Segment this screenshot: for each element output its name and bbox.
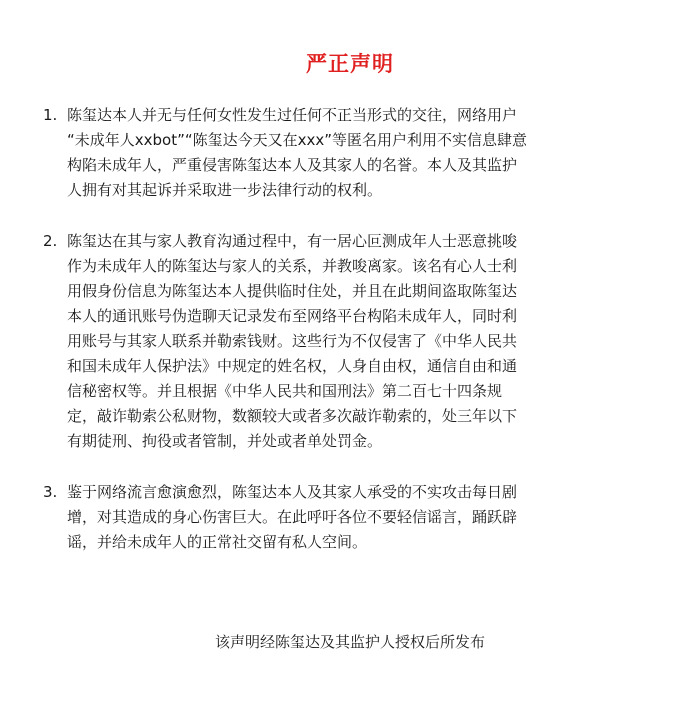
statement-item-3 — [43, 480, 663, 555]
item-body — [67, 480, 663, 555]
item-line: 有期徒刑、拘役或者管制，并处或者单处罚金。 — [67, 432, 383, 450]
item-line: 谣，并给未成年人的正常社交留有私人空间。 — [67, 533, 368, 551]
item-line: 用账号与其家人联系并勒索钱财。这些行为不仅侵害了《中华人民共 — [67, 332, 518, 350]
statement-item-1 — [43, 103, 663, 203]
item-line: 用假身份信息为陈玺达本人提供临时住处，并且在此期间盗取陈玺达 — [67, 282, 518, 300]
item-number: 1. — [43, 106, 58, 124]
page-title: 严正声明 — [306, 52, 394, 76]
item-line: 增，对其造成的身心伤害巨大。在此呼吁各位不要轻信谣言，踊跃辟 — [67, 508, 518, 526]
item-line: 和国未成年人保护法》中规定的姓名权，人身自由权，通信自由和通 — [67, 357, 518, 375]
item-line: 作为未成年人的陈玺达与家人的关系，并教唆离家。该名有心人士利 — [67, 257, 518, 275]
statement-items — [43, 103, 663, 555]
item-body — [67, 229, 663, 454]
item-line: 信秘密权等。并且根据《中华人民共和国刑法》第二百七十四条规 — [67, 382, 503, 400]
item-line: “未成年人xxbot”“陈玺达今天又在xxx”等匿名用户利用不实信息肆意 — [67, 131, 528, 149]
item-line: 陈玺达本人并无与任何女性发生过任何不正当形式的交往，网络用户 — [67, 106, 518, 124]
item-line: 鉴于网络流言愈演愈烈，陈玺达本人及其家人承受的不实攻击每日剧 — [67, 483, 518, 501]
footer-note: 该声明经陈玺达及其监护人授权后所发布 — [214, 633, 485, 651]
item-number: 3. — [43, 483, 58, 501]
statement-item-2 — [43, 229, 663, 454]
item-line: 人拥有对其起诉并采取进一步法律行动的权利。 — [67, 181, 383, 199]
item-line: 本人的通讯账号伪造聊天记录发布至网络平台构陷未成年人，同时利 — [67, 307, 518, 325]
item-line: 陈玺达在其与家人教育沟通过程中，有一居心叵测成年人士恶意挑唆 — [67, 232, 518, 250]
item-line: 构陷未成年人，严重侵害陈玺达本人及其家人的名誉。本人及其监护 — [67, 156, 518, 174]
item-number: 2. — [43, 232, 58, 250]
item-body — [67, 103, 663, 203]
item-line: 定，敲诈勒索公私财物，数额较大或者多次敲诈勒索的，处三年以下 — [67, 407, 518, 425]
